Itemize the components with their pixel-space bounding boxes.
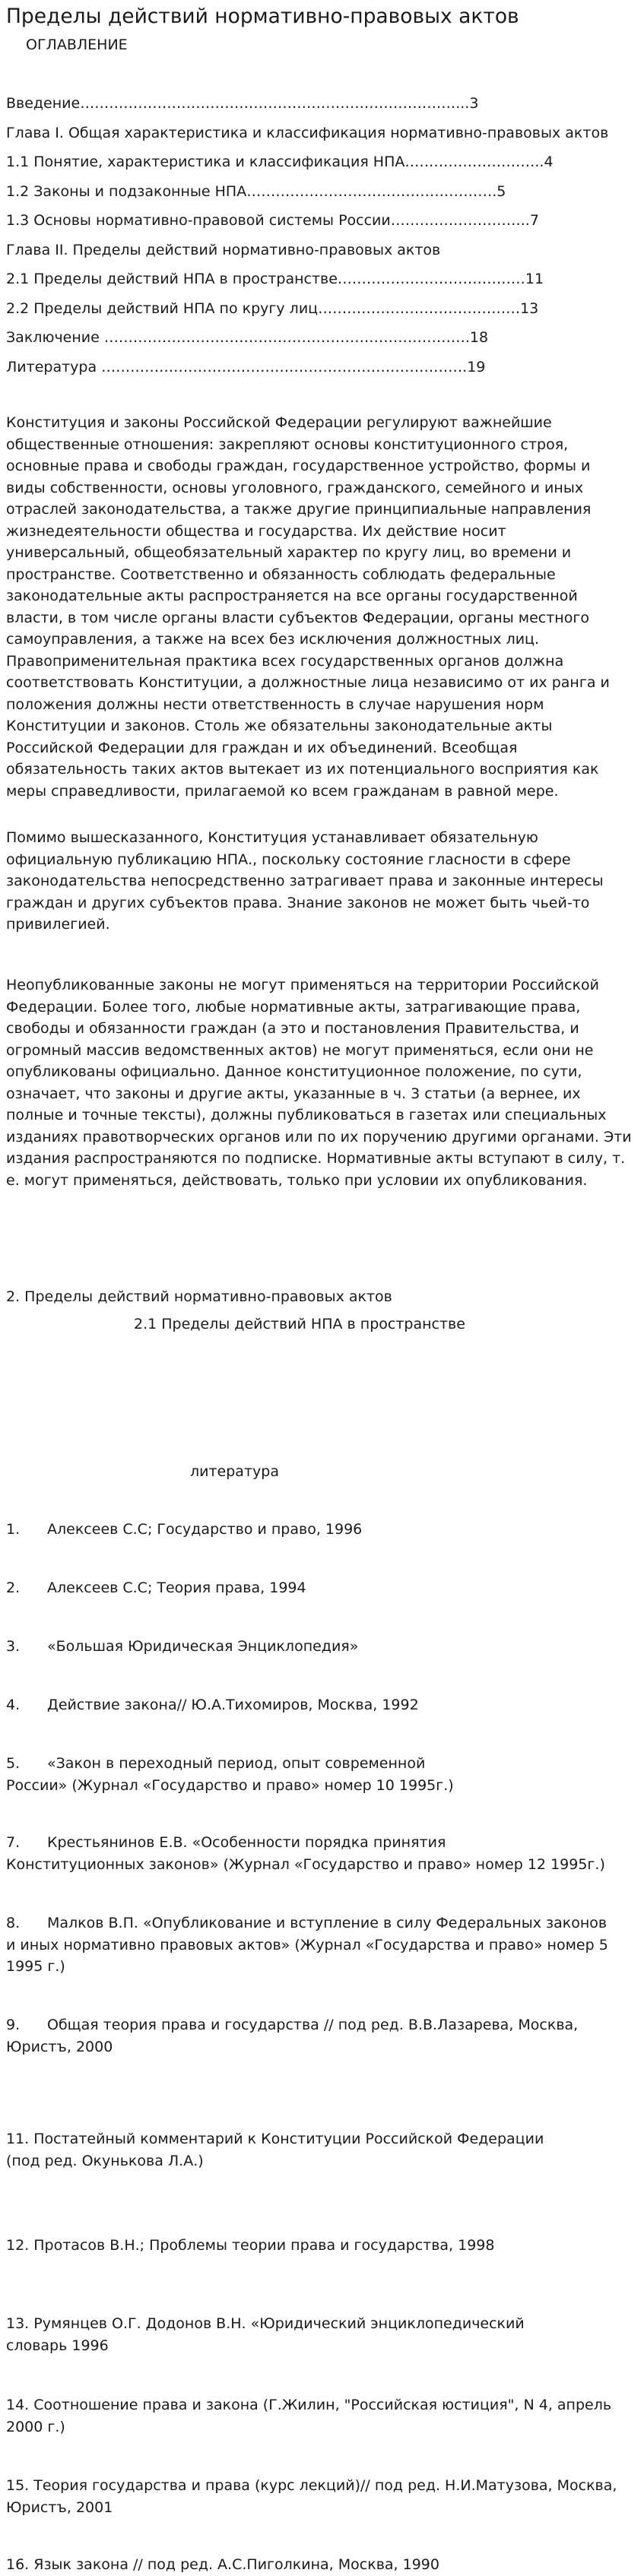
reference-number: 5. (6, 1755, 21, 1772)
reference-text: «Большая Юридическая Энциклопедия» (47, 1638, 359, 1655)
reference-item (6, 2014, 632, 2058)
reference-text: «Закон в переходный период, опыт современной (47, 1755, 426, 1772)
reference-item (6, 2313, 632, 2356)
page-title: Пределы действий нормативно-правовых актов (6, 5, 519, 28)
body-paragraph: Помимо вышесказанного, Конституция устанавливает обязательную официальную публикацию НПА., поскольку состояние гласности в сфере законодательства непосредственно затрагивает права и законные интересы граждан и других субъектов права. Знание законов не может быть чьей-то привилегией. (6, 829, 604, 933)
reference-text: Малков В.П. «Опубликование и вступление в силу Федеральных законов (47, 1915, 608, 1931)
toc-item-literature: Литература ………………………………………………………………….19 (6, 358, 486, 375)
body-paragraph: Неопубликованные законы не могут применяться на территории Российской Федерации. Более того, любые нормативные акты, затрагивающие права, свободы и обязанности граждан (а это и постановления Правительства, и огромный массив ведомственных актов) не могут применяться, если они не опубликованы официально. Данное конституционное положение, по сути, означает, что законы и другие акты, указанные в ч. 3 статьи (а вернее, их полные и точные тексты), должны публиковаться в газетах или специальных изданиях правотворческих органов или по их поручению другими органами. Эти издания распространяются по подписке. Нормативные акты вступают в силу, т. е. могут применяться, действовать, только при условии их опубликования. (6, 977, 632, 1189)
reference-text-continued: Юристъ, 2000 (6, 2038, 113, 2055)
toc-item-1-1: 1.1 Понятие, характеристика и классификация НПА………………………..4 (6, 154, 554, 170)
reference-text: 13. Румянцев О.Г. Додонов В.Н. «Юридический энциклопедический (6, 2315, 525, 2332)
reference-item (6, 1577, 632, 1599)
literature-heading: литература (190, 1463, 279, 1480)
reference-text-continued: 2000 г.) (6, 2418, 65, 2435)
reference-item (6, 2128, 632, 2172)
toc-item-conclusion: Заключение ………………………………………………………………….18 (6, 329, 489, 346)
reference-text-continued: и иных нормативно правовых актов» (Журнал «Государства и право» номер 5 1995 г.) (6, 1936, 608, 1975)
reference-number: 4. (6, 1697, 21, 1713)
reference-item (6, 1832, 632, 1875)
reference-number: 9. (6, 2017, 21, 2033)
reference-text-continued: Конституционных законов» (Журнал «Государство и право» номер 12 1995г.) (6, 1855, 605, 1873)
reference-text: Алексеев С.С; Теория права, 1994 (47, 1580, 306, 1596)
reference-text: 15. Теория государства и права (курс лекций)// под ред. Н.И.Матузова, Москва, (6, 2477, 617, 2494)
reference-text-continued: словарь 1996 (6, 2337, 109, 2354)
reference-text: Алексеев С.С; Государство и право, 1996 (47, 1521, 363, 1538)
reference-text: Общая теория права и государства // под ред. В.В.Лазарева, Москва, (47, 2017, 579, 2033)
reference-item (6, 2394, 632, 2438)
reference-text: 16. Язык закона // под ред. А.С.Пиголкина, Москва, 1990 (6, 2556, 439, 2573)
reference-text: Действие закона// Ю.А.Тихомиров, Москва, 1992 (47, 1697, 419, 1713)
reference-text-continued: России» (Журнал «Государство и право» номер 10 1995г.) (6, 1776, 454, 1794)
reference-number: 7. (6, 1834, 21, 1851)
reference-text: 14. Соотношение права и закона (Г.Жилин, "Российская юстиция", N 4, апрель (6, 2397, 612, 2413)
reference-item (6, 2235, 632, 2257)
toc-item-1-3: 1.3 Основы нормативно-правовой системы России………………………..7 (6, 212, 539, 229)
reference-item (6, 2554, 632, 2576)
reference-item (6, 1636, 632, 1658)
reference-text: 12. Протасов В.Н.; Проблемы теории права и государства, 1998 (6, 2237, 495, 2254)
toc-item-2-2: 2.2 Пределы действий НПА по кругу лиц……………………………………13 (6, 299, 539, 317)
toc-item-1-2: 1.2 Законы и подзаконные НПА…………………………………………….5 (6, 182, 506, 200)
reference-item (6, 1694, 632, 1716)
toc-item-chapter-1: Глава I. Общая характеристика и классификация нормативно-правовых актов (6, 124, 609, 141)
chapter-heading: 2. Пределы действий нормативно-правовых актов (6, 1288, 392, 1305)
reference-number: 3. (6, 1638, 21, 1655)
table-of-contents (6, 89, 632, 382)
toc-item-2-1: 2.1 Пределы действий НПА в пространстве…………………………………11 (6, 271, 544, 287)
reference-number: 1. (6, 1521, 21, 1538)
reference-item (6, 1753, 632, 1796)
reference-item (6, 1519, 632, 1541)
reference-text-continued: Юристъ, 2001 (6, 2498, 113, 2516)
body-paragraph: Конституция и законы Российской Федерации регулируют важнейшие общественные отношения: закрепляют основы конституционного строя, основные права и свободы граждан, государственное устройство, формы и виды собственности, основы уголовного, гражданского, семейного и иных отраслей законодательства, а также другие принципиальные направления жизнедеятельности общества и государства. Их действие носит универсальный, общеобязательный характер по кругу лиц, во времени и пространстве. Соответственно и обязанность соблюдать федеральные законодательные акты распространяется на все органы государственной власти, в том числе органы власти субъектов Федерации, органы местного самоуправления, а также на всех без исключения должностных лиц. Правоприменительная практика всех государственных органов должна соответствовать Конституции, а должностные лица независимо от их ранга и положения должны нести ответственность в случае нарушения норм Конституции и законов. Столь же обязательны законодательные акты Российской Федерации для граждан и их объединений. Всеобщая обязательность таких актов вытекает из их потенциального восприятия как меры справедливости, прилагаемой ко всем гражданам в равной мере. (6, 414, 610, 800)
reference-text: 11. Постатейный комментарий к Конституции Российской Федерации (6, 2131, 544, 2147)
reference-number: 8. (6, 1915, 21, 1931)
toc-heading: ОГЛАВЛЕНИЕ (26, 36, 128, 53)
toc-item-chapter-2: Глава II. Пределы действий нормативно-правовых актов (6, 241, 441, 258)
reference-number: 2. (6, 1580, 21, 1596)
reference-item (6, 2475, 632, 2518)
toc-item-introduction: Введение……………………………………………………………………...3 (6, 95, 479, 112)
reference-item (6, 1912, 632, 1978)
reference-text: Крестьянинов Е.В. «Особенности порядка принятия (47, 1834, 446, 1851)
section-heading: 2.1 Пределы действий НПА в пространстве (134, 1316, 465, 1332)
reference-text-continued: (под ред. Окунькова Л.А.) (6, 2152, 204, 2169)
